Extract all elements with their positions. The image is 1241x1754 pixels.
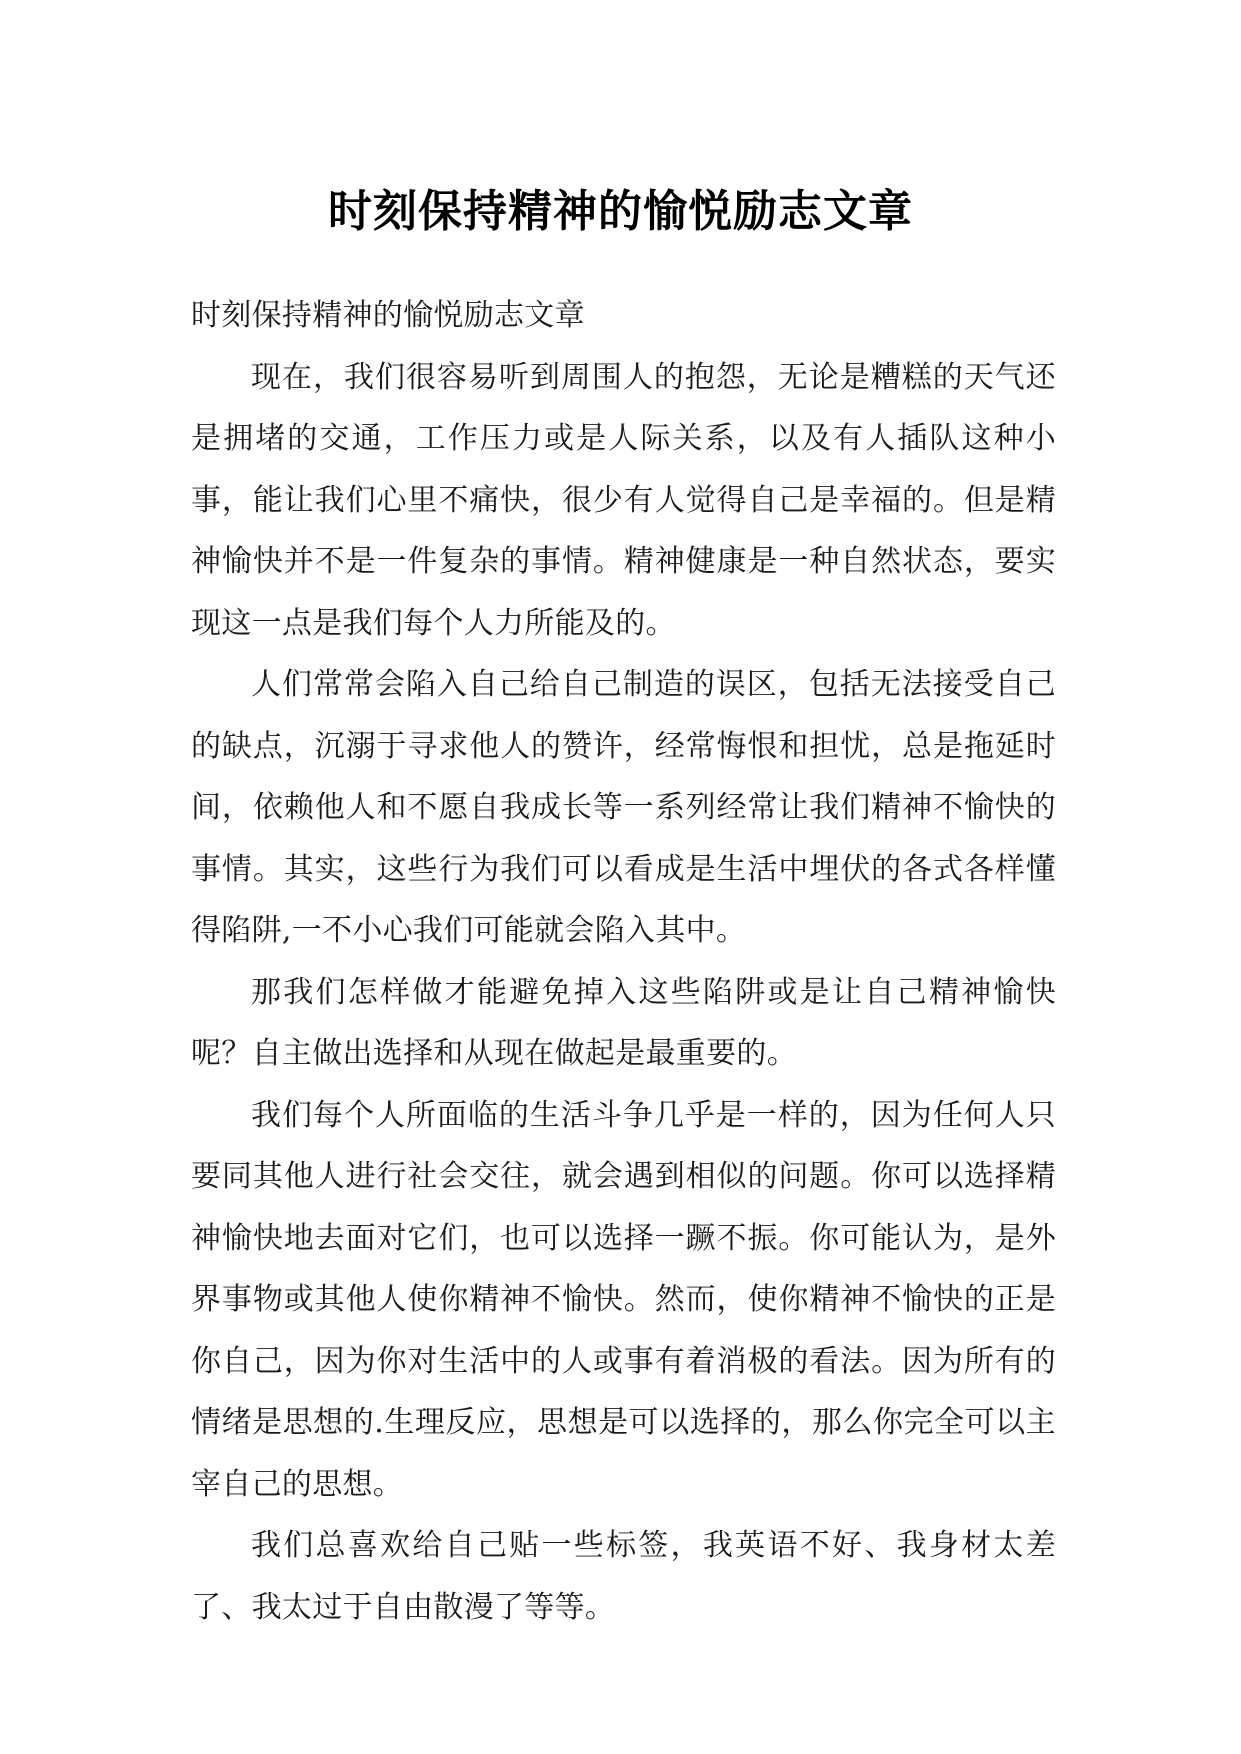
paragraph: 我们总喜欢给自己贴一些标签，我英语不好、我身材太差了、我太过于自由散漫了等等。 — [191, 1528, 1056, 1625]
paragraph: 我们每个人所面临的生活斗争几乎是一样的，因为任何人只要同其他人进行社会交往，就会遇到相似的问题。你可以选择精神愉快地去面对它们，也可以选择一蹶不振。你可能认为，是外界事物或其他人使你精神不愉快。然而，使你精神不愉快的正是你自己，因为你对生活中的人或事有着消极的看法。因为所有的情绪是思想的.生理反应，思想是可以选择的，那么你完全可以主宰自己的思想。 — [191, 1097, 1056, 1502]
document-title: 时刻保持精神的愉悦励志文章 — [328, 186, 913, 238]
paragraph: 现在，我们很容易听到周围人的抱怨，无论是糟糕的天气还是拥堵的交通，工作压力或是人际关系，以及有人插队这种小事，能让我们心里不痛快，很少有人觉得自己是幸福的。但是精神愉快并不是一件复杂的事情。精神健康是一种自然状态，要实现这一点是我们每个人力所能及的。 — [191, 359, 1056, 641]
document-body — [191, 285, 1056, 1638]
paragraph: 人们常常会陷入自己给自己制造的误区，包括无法接受自己的缺点，沉溺于寻求他人的赞许，经常悔恨和担忧，总是拖延时间，依赖他人和不愿自我成长等一系列经常让我们精神不愉快的事情。其实，这些行为我们可以看成是生活中埋伏的各式各样懂得陷阱,一不小心我们可能就会陷入其中。 — [191, 667, 1056, 948]
paragraph: 那我们怎样做才能避免掉入这些陷阱或是让自己精神愉快呢？自主做出选择和从现在做起是最重要的。 — [191, 974, 1056, 1071]
article-heading: 时刻保持精神的愉悦励志文章 — [191, 298, 585, 333]
